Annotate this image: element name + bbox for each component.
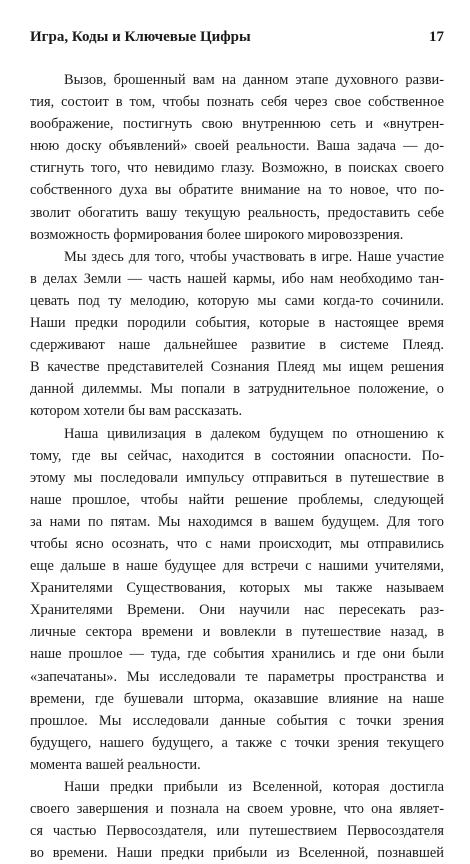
text-line: стигнуть того, что невидимо глазу. Возможно, в поисках своего	[30, 160, 444, 177]
text-line: момента вашей реальности.	[30, 756, 201, 773]
text-line: Наши предки породили события, которые в настоящее время	[30, 315, 444, 332]
text-line: времени, где бушевали шторма, оказавшие влияние на наше	[30, 690, 444, 707]
text-line: Наша цивилизация в далеком будущем по отношению к	[64, 425, 444, 442]
page-number: 17	[429, 29, 444, 45]
paragraph	[30, 69, 444, 246]
paragraph	[30, 246, 444, 423]
text-line: своего завершения и познала на своем уровне, что она являет-	[30, 801, 444, 818]
text-line: Вызов, брошенный вам на данном этапе духовного разви-	[64, 72, 444, 88]
text-line: В качестве представителей Сознания Плеяд мы ищем решения	[30, 359, 444, 376]
text-line: Наши предки прибыли из Вселенной, которая достигла	[64, 779, 444, 795]
text-line: нюю доску объявлений» своей реальности. Ваша задача — до-	[30, 138, 444, 155]
text-line: зволит обогатить вашу текущую реальность, предоставить себе	[30, 204, 444, 221]
text-line: этому мы последовали импульсу отправиться в путешествие в	[30, 469, 444, 486]
text-line: цевать под ту мелодию, которую мы сами когда-то сочинили.	[30, 292, 444, 309]
running-title: Игра, Коды и Ключевые Цифры	[30, 29, 251, 45]
text-line: Хранителями Времени. Они научили нас пересекать раз-	[30, 602, 444, 619]
body-text	[30, 69, 444, 864]
text-line: ся частью Первосоздателя, или путешествием Первосоздателя	[30, 823, 444, 840]
text-line: чтобы ясно осознать, что с нами происходит, мы отправились	[30, 535, 444, 552]
text-line: во времени. Наши предки прибыли из Вселенной, познавшей	[30, 845, 444, 862]
text-line: личные сектора времени и вовлекли в путешествие назад, в	[30, 624, 444, 641]
text-line: наше прошлое — туда, где события хранились и где они были	[30, 646, 444, 663]
text-line: в делах Земли — часть нашей кармы, ибо нам необходимо тан-	[30, 270, 444, 287]
text-line: наше прошлое, чтобы найти решение проблемы, следующей	[30, 491, 444, 508]
text-line: тия, состоит в том, чтобы познать себя через свое собственное	[30, 94, 444, 111]
text-line: еще дальше в наше будущее для встречи с нашими учителями,	[30, 558, 444, 575]
text-line: «запечатаны». Мы исследовали те параметры пространства и	[30, 668, 444, 685]
text-line: будущего, нашего будущего, а также с точки зрения текущего	[30, 734, 444, 751]
paragraph	[30, 776, 444, 864]
text-line: собственного духа вы обратите внимание на то новое, что по-	[30, 182, 444, 199]
text-line: данной дилеммы. Мы попали в затруднительное положение, о	[30, 381, 444, 398]
text-line: тому, где вы сейчас, находится в состоянии опасности. По-	[30, 447, 444, 464]
running-header	[30, 28, 444, 46]
text-line: Хранителями Существования, которых мы также называем	[30, 580, 444, 597]
text-line: котором хотели бы вам рассказать.	[30, 403, 243, 420]
text-line: возможность формирования более широкого мировоззрения.	[30, 226, 404, 243]
text-line: воображение, постигнуть свою внутреннюю сеть и «внутрен-	[30, 116, 444, 133]
text-line: прошлое. Мы исследовали данные события с точки зрения	[30, 712, 444, 729]
paragraph	[30, 423, 444, 777]
text-line: за нами по пятам. Мы находимся в вашем будущем. Для того	[30, 513, 444, 530]
text-line: сдерживают наше дальнейшее развитие в системе Плеяд.	[30, 337, 444, 354]
text-line: Мы здесь для того, чтобы участвовать в игре. Наше участие	[64, 248, 444, 265]
